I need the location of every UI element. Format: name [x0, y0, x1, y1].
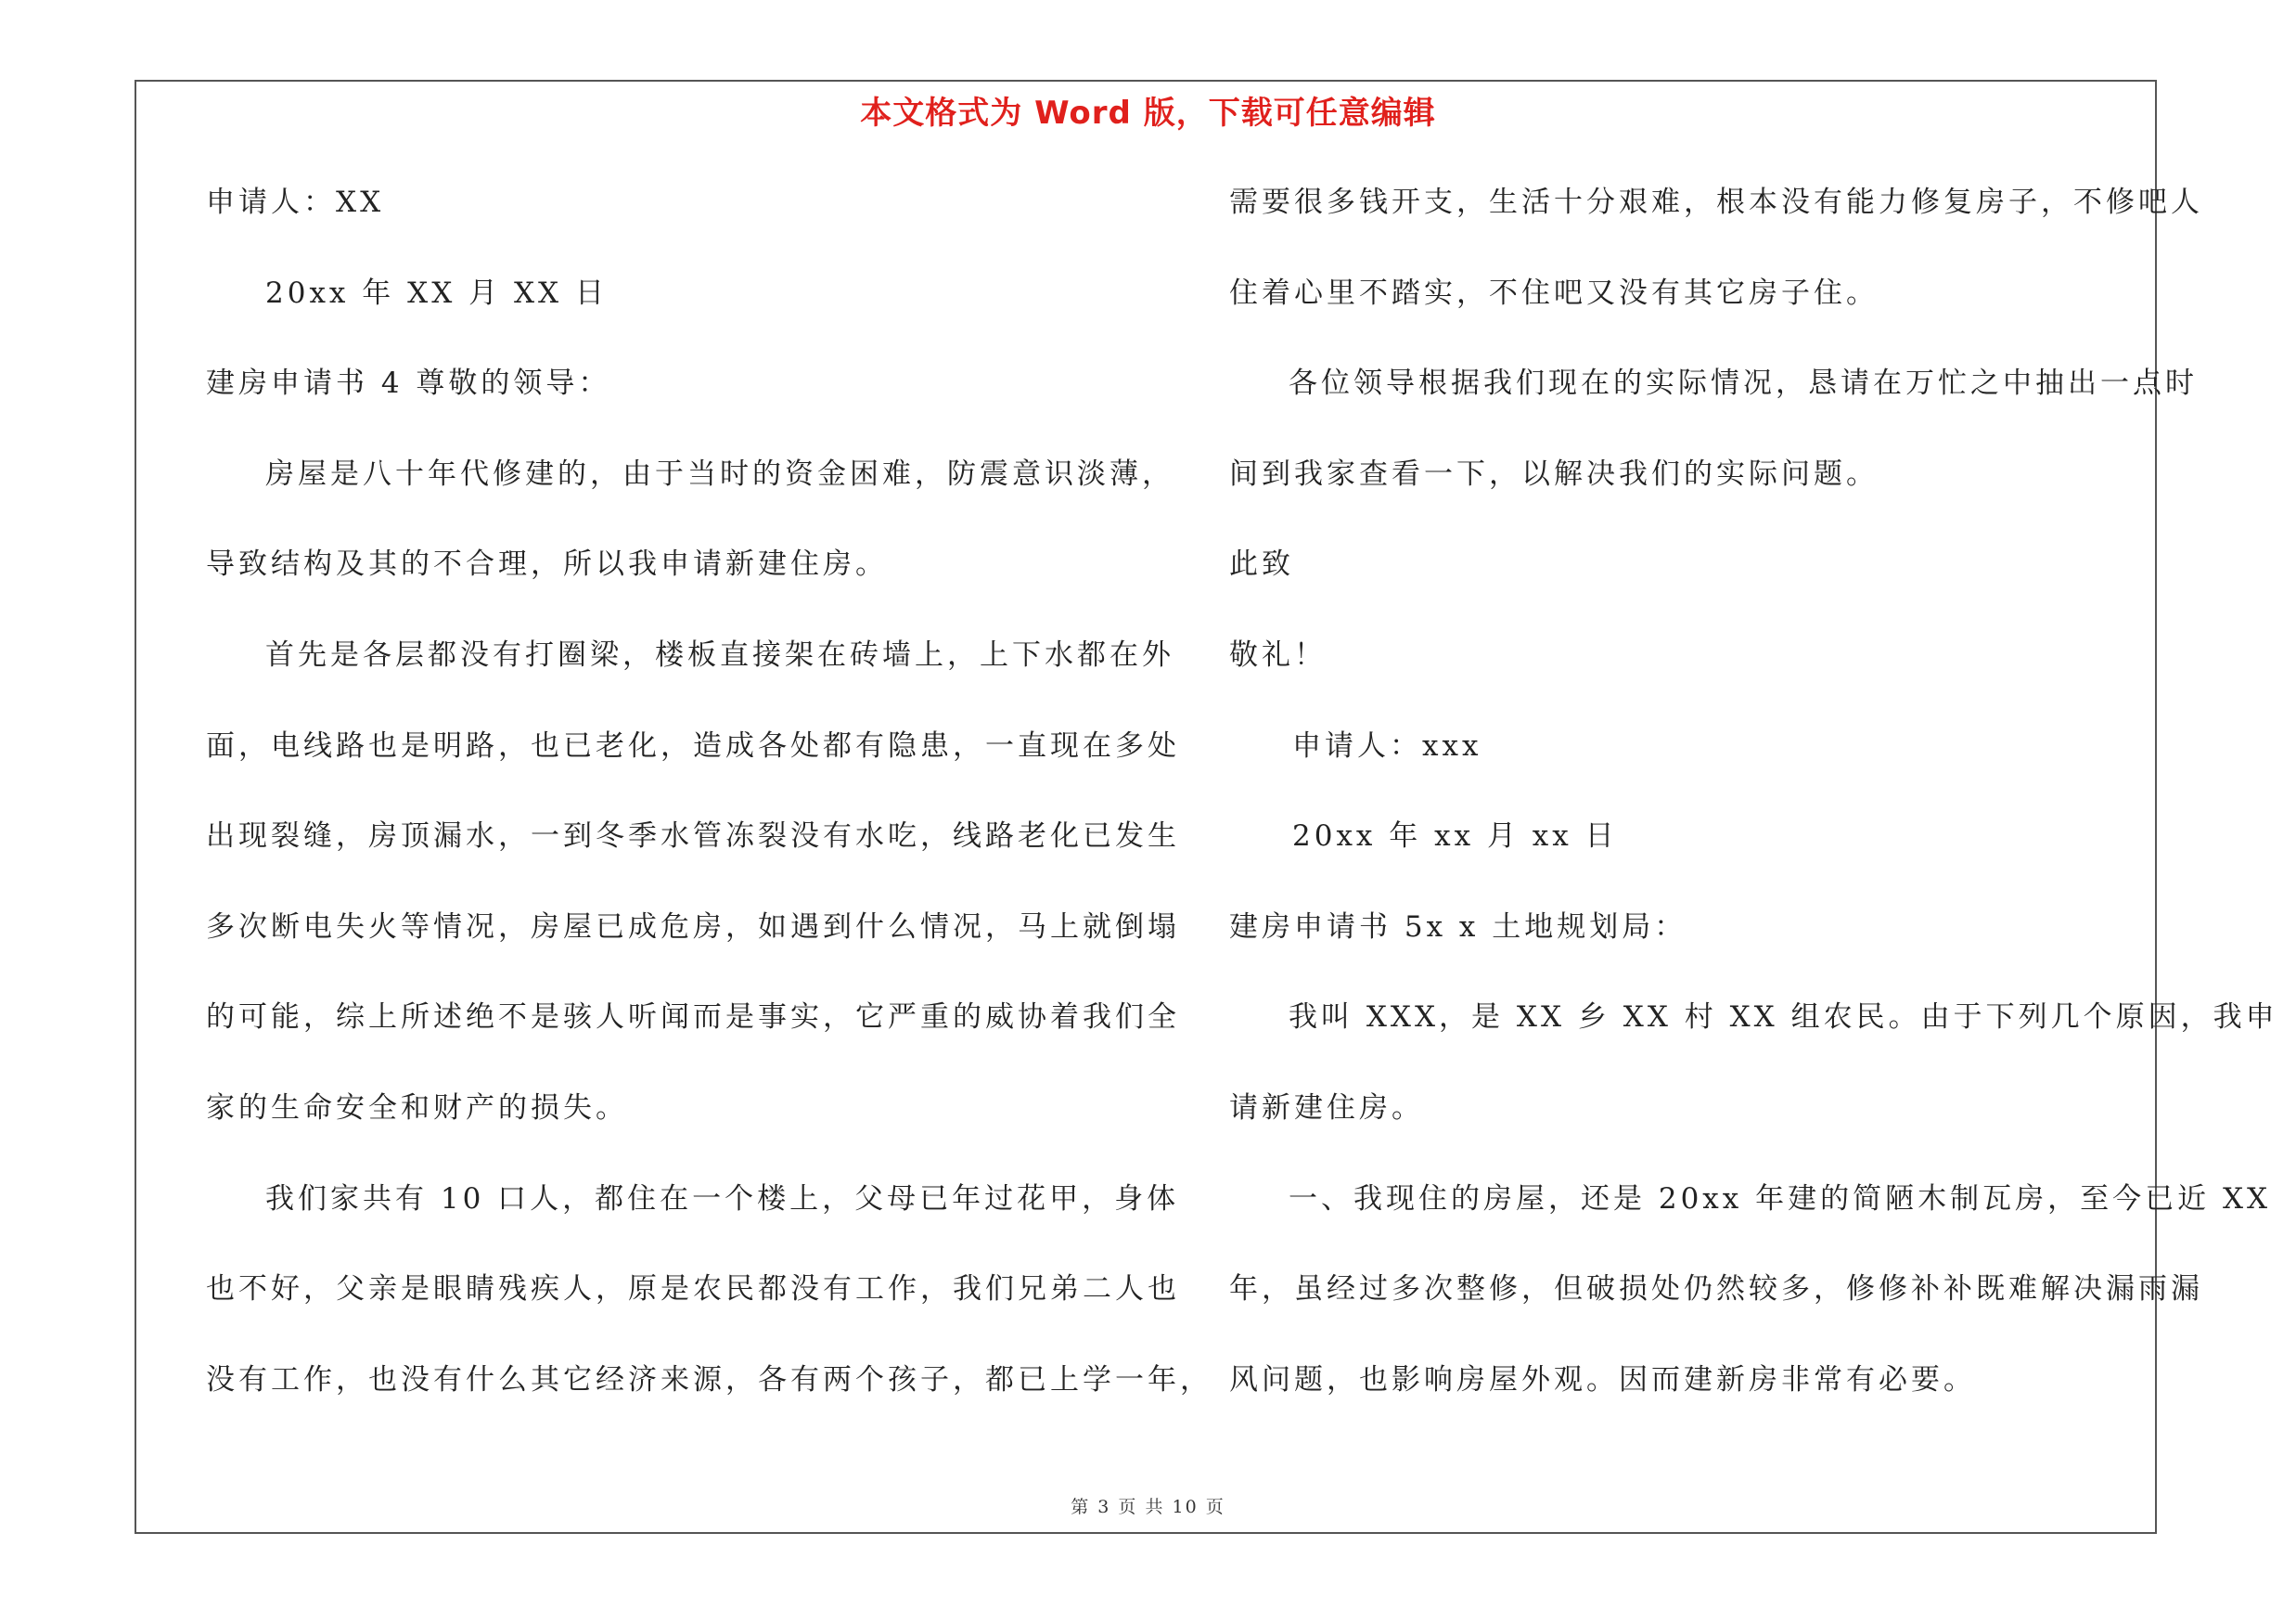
- text-line: 导致结构及其的不合理，所以我申请新建住房。: [206, 547, 888, 582]
- text-line: 面，电线路也是明路，也已老化，造成各处都有隐患，一直现在多处: [206, 728, 1180, 763]
- text-line: 也不好，父亲是眼睛残疾人，原是农民都没有工作，我们兄弟二人也: [206, 1272, 1180, 1307]
- editable-notice-banner: 本文格式为 Word 版，下载可任意编辑: [860, 95, 1436, 132]
- text-line: 房屋是八十年代修建的，由于当时的资金困难，防震意识淡薄，: [265, 457, 1174, 491]
- left-column: [206, 184, 1212, 1451]
- text-line: 20xx 年 XX 月 XX 日: [265, 276, 608, 310]
- text-line: 建房申请书 5x x 土地规划局：: [1229, 909, 1687, 944]
- text-line: 我叫 XXX，是 XX 乡 XX 村 XX 组农民。由于下列几个原因，我申: [1289, 1000, 2278, 1035]
- text-line: 此致: [1229, 547, 1294, 582]
- text-line: 没有工作，也没有什么其它经济来源，各有两个孩子，都已上学一年，: [206, 1362, 1212, 1397]
- text-line: 20xx 年 xx 月 xx 日: [1292, 819, 1618, 854]
- text-line: 我们家共有 10 口人，都住在一个楼上，父母已年过花甲，身体: [265, 1181, 1180, 1216]
- text-line: 住着心里不踏实，不住吧又没有其它房子住。: [1229, 276, 1879, 310]
- page-number: 第 3 页 共 10 页: [1071, 1497, 1225, 1517]
- text-line: 申请人：xxx: [1292, 728, 1482, 763]
- text-line: 各位领导根据我们现在的实际情况，恳请在万忙之中抽出一点时: [1289, 367, 2198, 401]
- text-line: 申请人：XX: [206, 186, 385, 219]
- text-line: 敬礼！: [1229, 638, 1327, 672]
- text-line: 请新建住房。: [1229, 1090, 1424, 1125]
- text-line: 一、我现住的房屋，还是 20xx 年建的简陋木制瓦房，至今已近 XX: [1289, 1181, 2272, 1216]
- text-line: 间到我家查看一下，以解决我们的实际问题。: [1229, 457, 1879, 491]
- text-line: 的可能，综上所述绝不是骇人听闻而是事实，它严重的威协着我们全: [206, 1000, 1180, 1035]
- text-line: 出现裂缝，房顶漏水，一到冬季水管冻裂没有水吃，线路老化已发生: [206, 819, 1180, 854]
- right-column: [1229, 184, 2278, 1451]
- text-line: 需要很多钱开支，生活十分艰难，根本没有能力修复房子，不修吧人: [1229, 186, 2203, 219]
- text-line: 建房申请书 4 尊敬的领导：: [206, 367, 611, 401]
- text-line: 首先是各层都没有打圈梁，楼板直接架在砖墙上，上下水都在外: [265, 638, 1174, 672]
- text-line: 年，虽经过多次整修，但破损处仍然较多，修修补补既难解决漏雨漏: [1229, 1272, 2203, 1307]
- text-line: 家的生命安全和财产的损失。: [206, 1090, 628, 1125]
- text-line: 风问题，也影响房屋外观。因而建新房非常有必要。: [1229, 1362, 1976, 1397]
- text-line: 多次断电失火等情况，房屋已成危房，如遇到什么情况，马上就倒塌: [206, 909, 1180, 944]
